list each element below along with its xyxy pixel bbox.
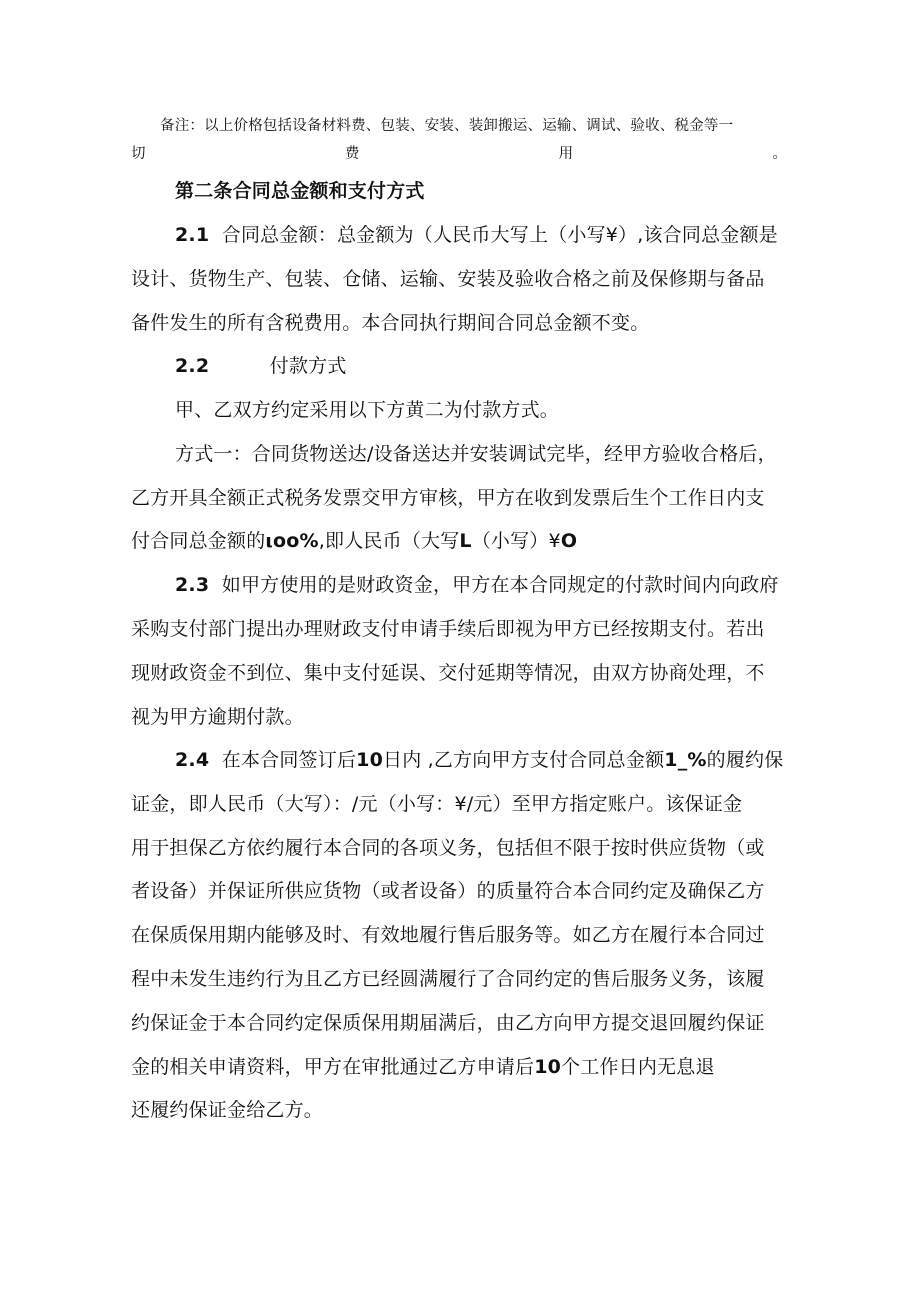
section-2-3-line-2: 采购支付部门提出办理财政支付申请手续后即视为甲方已经按期支付。若出 bbox=[131, 618, 765, 640]
text-run: 的履约保 bbox=[706, 749, 784, 771]
section-2-4-line-5: 在保质保用期内能够及时、有效地履行售后服务等。如乙方在履行本合同过 bbox=[131, 924, 765, 946]
method-1-line-2: 乙方开具全额正式税务发票交甲方审核，甲方在收到发票后生个工作日内支 bbox=[131, 487, 765, 509]
section-number: 2.1 bbox=[175, 224, 210, 246]
section-text: 如甲方使用的是财政资金，甲方在本合同规定的付款时间内向政府 bbox=[221, 574, 779, 596]
note-char-2: 费 bbox=[344, 146, 360, 162]
section-2-3-line-4: 视为甲方逾期付款。 bbox=[131, 706, 304, 728]
method-1-line-3 bbox=[131, 528, 577, 554]
text-run: 日内 ,乙方向甲方支付合同总金额 bbox=[383, 749, 665, 771]
section-2-3-line-1 bbox=[175, 572, 779, 598]
section-2-4-line-8 bbox=[131, 1054, 715, 1080]
text-run-bold: 10 bbox=[534, 1056, 562, 1078]
text-run-bold: 1_% bbox=[664, 749, 707, 771]
section-2-4-line-9: 还履约保证金给乙方。 bbox=[131, 1099, 324, 1121]
method-1-line-1: 方式一：合同货物送达/设备送达并安装调试完毕，经甲方验收合格后， bbox=[175, 443, 777, 465]
text-run-bold: L bbox=[459, 530, 472, 552]
text-run: 个工作日内无息退 bbox=[561, 1056, 715, 1078]
section-2-1-line-3: 备件发生的所有含税费用。本合同执行期间合同总金额不变。 bbox=[131, 312, 650, 334]
text-run: （小写）¥ bbox=[471, 530, 561, 552]
note-char-1: 切 bbox=[131, 146, 146, 162]
text-run: 在本合同签订后 bbox=[221, 749, 357, 771]
text-run-bold: ιoo% bbox=[265, 530, 319, 552]
section-2-2-title-line bbox=[175, 353, 347, 379]
section-2-4-line-6: 程中未发生违约行为且乙方已经圆满履行了合同约定的售后服务义务，该履 bbox=[131, 968, 765, 990]
note-char-3: 用 bbox=[558, 146, 574, 162]
note-line-2 bbox=[131, 144, 787, 164]
section-number: 2.4 bbox=[175, 749, 210, 771]
text-run: 付合同总金额的 bbox=[131, 530, 266, 552]
section-2-1-line-1 bbox=[175, 222, 778, 248]
note-line-1: 备注：以上价格包括设备材料费、包装、安装、装卸搬运、运输、调试、验收、税金等一 bbox=[160, 118, 734, 134]
text-run: ,即人民币（大写 bbox=[318, 530, 460, 552]
article-heading: 第二条合同总金额和支付方式 bbox=[175, 180, 425, 202]
section-text: 合同总金额：总金额为（人民币大写上（小写¥）,该合同总金额是 bbox=[221, 224, 778, 246]
section-2-3-line-3: 现财政资金不到位、集中支付延误、交付延期等情况，由双方协商处理，不 bbox=[131, 662, 765, 684]
section-2-1-line-2: 设计、货物生产、包装、仓储、运输、安装及验收合格之前及保修期与备品 bbox=[131, 268, 765, 290]
section-2-4-line-1 bbox=[175, 747, 783, 773]
text-run: 金的相关申请资料，甲方在审批通过乙方申请后 bbox=[131, 1056, 535, 1078]
section-2-4-line-4: 者设备）并保证所供应货物（或者设备）的质量符合本合同约定及确保乙方 bbox=[131, 880, 765, 902]
section-2-2-intro: 甲、乙双方约定采用以下方黄二为付款方式。 bbox=[175, 399, 560, 421]
section-number: 2.3 bbox=[175, 574, 210, 596]
section-number: 2.2 bbox=[175, 355, 210, 377]
section-2-4-line-7: 约保证金于本合同约定保质保用期届满后，由乙方向甲方提交退回履约保证 bbox=[131, 1012, 765, 1034]
section-2-4-line-2: 证金，即人民币（大写）：/元（小写：¥/元）至甲方指定账户。该保证金 bbox=[131, 793, 743, 815]
section-title: 付款方式 bbox=[269, 355, 347, 377]
text-run-bold: 10 bbox=[356, 749, 383, 771]
section-2-4-line-3: 用于担保乙方依约履行本合同的各项义务，包括但不限于按时供应货物（或 bbox=[131, 837, 765, 859]
note-char-4: 。 bbox=[772, 146, 787, 162]
text-run-bold: O bbox=[560, 530, 578, 552]
